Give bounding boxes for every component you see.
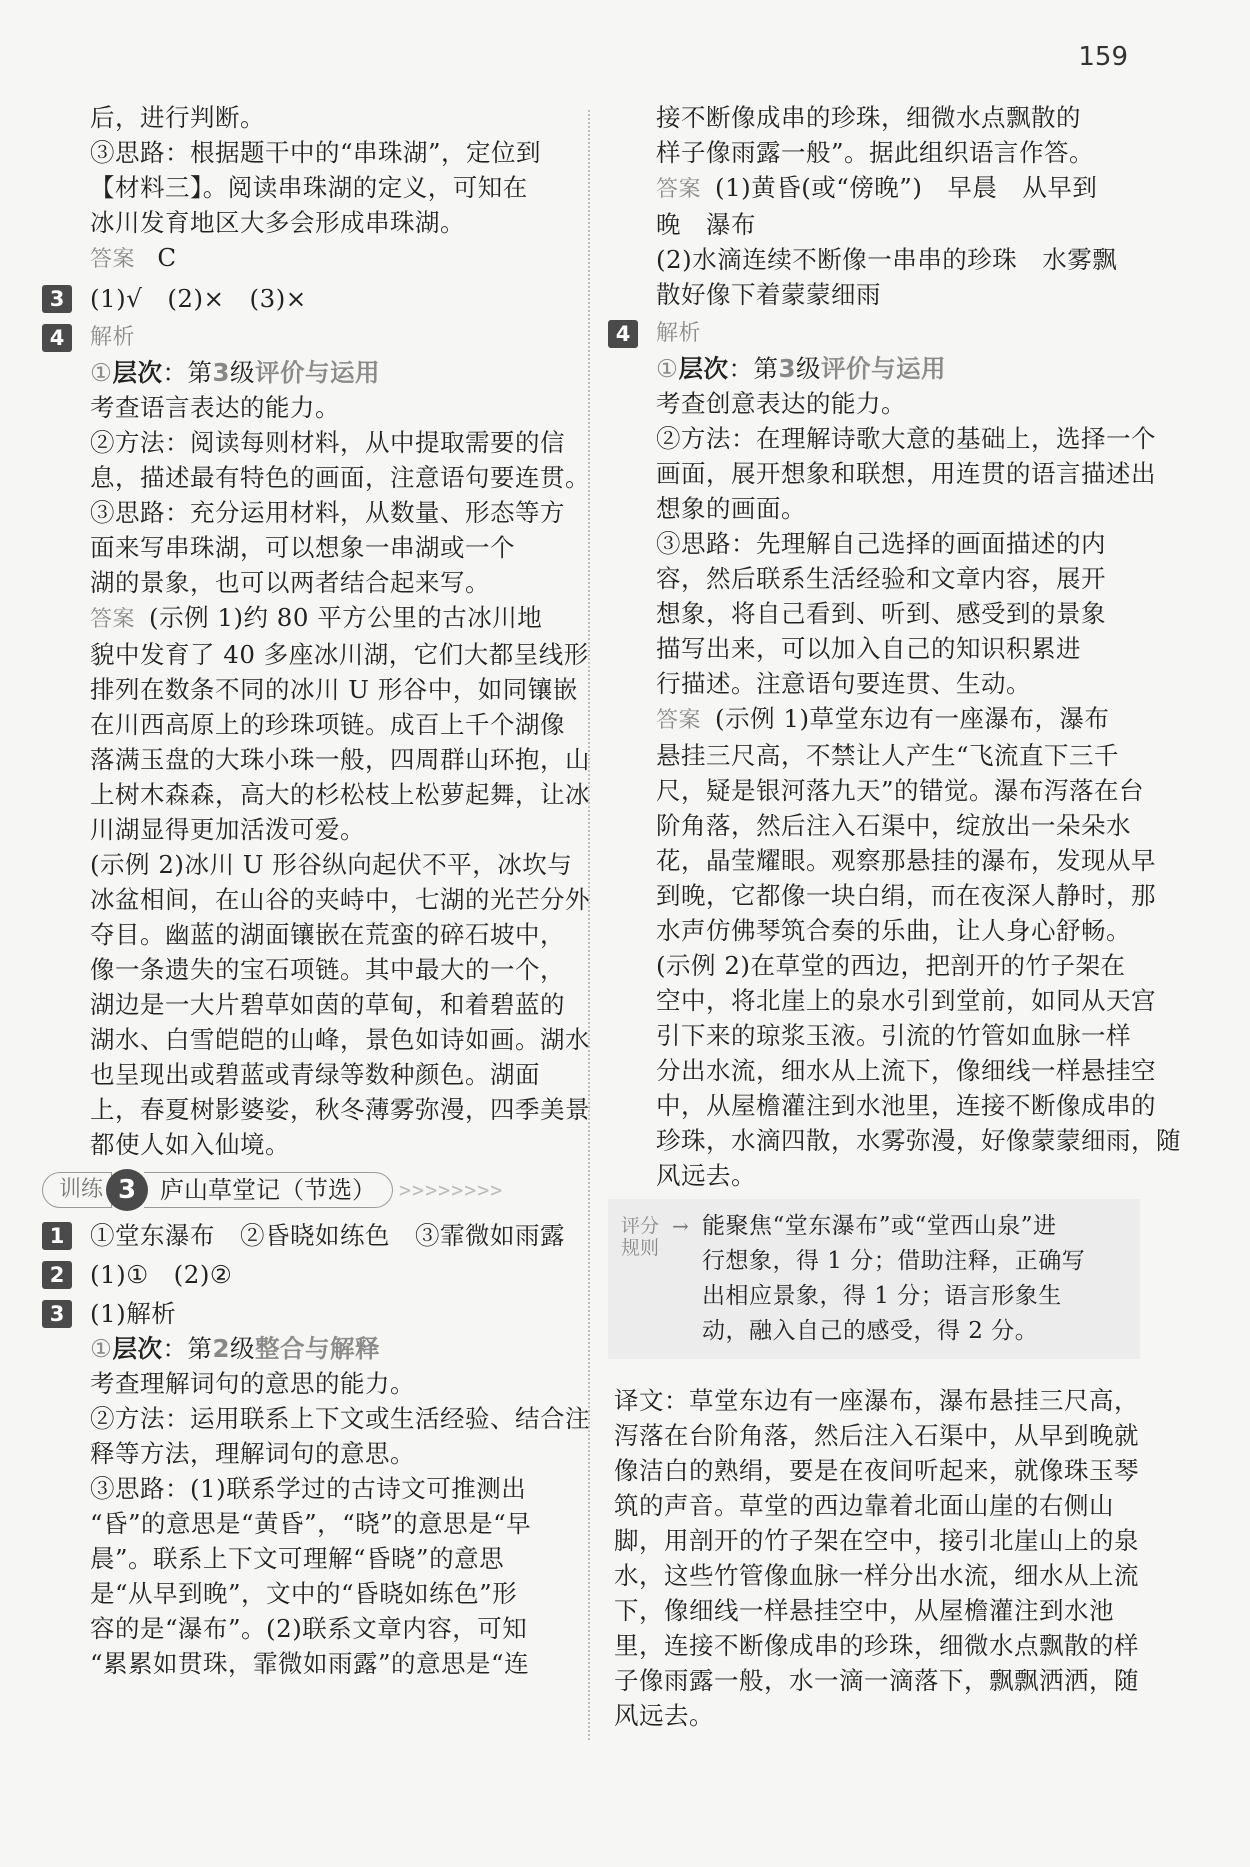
text-line: 分出水流，细水从上流下，像细线一样悬挂空 — [656, 1056, 1156, 1085]
training-banner — [42, 1168, 570, 1212]
text-line: (2)水滴连续不断像一串串的珍珠 水雾飘 — [656, 245, 1118, 274]
training-q2 — [42, 1257, 570, 1292]
answer-line — [90, 240, 570, 277]
text-line: 风远去。 — [656, 1161, 756, 1190]
level-text: ：第 — [728, 354, 779, 383]
arrow-right-icon: → — [672, 1214, 689, 1238]
scoring-rules-text — [702, 1209, 1085, 1349]
answer-label: 答案 — [656, 708, 702, 733]
text-line: 晨”。联系上下文可理解“昏晓”的意思 — [90, 1544, 505, 1573]
level-line — [656, 351, 1138, 386]
text-line: 脚，用剖开的竹子架在空中，接引北崖山上的泉 — [614, 1526, 1139, 1555]
text-line: 后，进行判断。 — [90, 103, 265, 132]
answer-text: (示例 1)草堂东边有一座瀑布，瀑布 — [715, 704, 1110, 733]
text-line: 阶角落，然后注入石渠中，绽放出一朵朵水 — [656, 811, 1131, 840]
question-4-heading — [608, 316, 1138, 351]
text-line: 水，这些竹管像血脉一样分出水流，细水从上流 — [614, 1561, 1139, 1590]
level-line — [90, 1331, 570, 1366]
text-line: 上，春夏树影婆娑，秋冬薄雾弥漫，四季美景 — [90, 1095, 590, 1124]
question-number: 3 — [42, 285, 72, 313]
text-line: 夺目。幽蓝的湖面镶嵌在荒蛮的碎石坡中， — [90, 920, 565, 949]
text-line: 冰川发育地区大多会形成串珠湖。 — [90, 208, 465, 237]
answer-label: 答案 — [90, 247, 136, 272]
page-number: 159 — [1078, 42, 1128, 72]
level-number: 3 — [212, 358, 231, 387]
question-3 — [42, 281, 570, 316]
text-line: 译文：草堂东边有一座瀑布，瀑布悬挂三尺高， — [614, 1386, 1139, 1415]
level-name: 评价与运用 — [255, 358, 381, 387]
text-line: 筑的声音。草堂的西边靠着北面山崖的右侧山 — [614, 1491, 1114, 1520]
text-line: 湖边是一大片碧草如茵的草甸，和着碧蓝的 — [90, 990, 565, 1019]
level-number: 3 — [778, 354, 797, 383]
text-line: 像一条遗失的宝石项链。其中最大的一个， — [90, 955, 565, 984]
answer-text: (示例 1)约 80 平方公里的古冰川地 — [149, 603, 543, 632]
text-line: 中，从屋檐灌注到水池里，连接不断像成串的 — [656, 1091, 1156, 1120]
text-line: 释等方法，理解词句的意思。 — [90, 1439, 415, 1468]
training-label: 训练 — [42, 1172, 112, 1208]
text-line: “昏”的意思是“黄昏”，“晓”的意思是“早 — [90, 1509, 532, 1538]
answer-label: 答案 — [90, 607, 136, 632]
level-line — [90, 355, 570, 390]
question-number: 1 — [42, 1222, 72, 1250]
text-line: 冰盆相间，在山谷的夹峙中，七湖的光芒分外 — [90, 885, 590, 914]
text-line: ③思路：充分运用材料，从数量、形态等方 — [90, 498, 565, 527]
text-line: 容，然后联系生活经验和文章内容，展开 — [656, 564, 1106, 593]
arrows-decoration: >>>>>>>> — [399, 1178, 504, 1202]
text-line: 考查语言表达的能力。 — [90, 393, 340, 422]
scoring-rules-label — [608, 1209, 672, 1259]
right-column — [608, 100, 1181, 1733]
text-line: (示例 2)在草堂的西边，把剖开的竹子架在 — [656, 951, 1126, 980]
text-line: 泻落在台阶角落，然后注入石渠中，从早到晚就 — [614, 1421, 1139, 1450]
level-prefix: ① — [90, 358, 113, 387]
question-answer: ①堂东瀑布 ②昏晓如练色 ③霏微如雨露 — [90, 1221, 565, 1250]
answer-label: 答案 — [656, 177, 702, 202]
text-line: 尺，疑是银河落九天”的错觉。瀑布泻落在台 — [656, 776, 1145, 805]
text-line: 面来写串珠湖，可以想象一串湖或一个 — [90, 533, 515, 562]
text-line: 都使人如入仙境。 — [90, 1130, 290, 1159]
text-line: 下，像细线一样悬挂空中，从屋檐灌注到水池 — [614, 1596, 1114, 1625]
text-line: 行想象，得 1 分；借助注释，正确写 — [702, 1248, 1086, 1274]
level-suffix: 级 — [796, 354, 822, 383]
level-text: ：第 — [162, 1334, 213, 1363]
text-line: 排列在数条不同的冰川 U 形谷中，如同镶嵌 — [90, 675, 578, 704]
text-line: 出相应景象，得 1 分；语言形象生 — [702, 1283, 1062, 1309]
answer-value: C — [157, 243, 177, 272]
text-line: 水声仿佛琴筑合奏的乐曲，让人身心舒畅。 — [656, 916, 1131, 945]
text-line: 容的是“瀑布”。(2)联系文章内容，可知 — [90, 1614, 528, 1643]
text-line: 子像雨露一般，水一滴一滴落下，飘飘洒洒，随 — [614, 1666, 1139, 1695]
level-suffix: 级 — [230, 1334, 256, 1363]
text-line: 湖水、白雪皑皑的山峰，景色如诗如画。湖水 — [90, 1025, 590, 1054]
level-prefix: ① — [90, 1334, 113, 1363]
analysis-heading: 解析 — [656, 321, 702, 346]
answer-line — [90, 600, 570, 637]
text-line: 也呈现出或碧蓝或青绿等数种颜色。湖面 — [90, 1060, 540, 1089]
question-number: 4 — [42, 324, 72, 352]
text-line: ③思路：(1)联系学过的古诗文可推测出 — [90, 1474, 527, 1503]
text-line: 空中，将北崖上的泉水引到堂前，如同从天宫 — [656, 986, 1156, 1015]
level-label: 层次 — [112, 358, 163, 387]
text-line: ③思路：根据题干中的“串珠湖”，定位到 — [90, 138, 542, 167]
training-number: 3 — [106, 1169, 148, 1211]
text-line: 想象，将自己看到、听到、感受到的景象 — [656, 599, 1106, 628]
text-line: 动，融入自己的感受，得 2 分。 — [702, 1318, 1039, 1344]
text-line: (示例 2)冰川 U 形谷纵向起伏不平，冰坎与 — [90, 850, 573, 879]
column-divider — [588, 110, 590, 1740]
answer-line — [656, 170, 1138, 207]
text-line: 接不断像成串的珍珠，细微水点飘散的 — [656, 103, 1081, 132]
text-line: 川湖显得更加活泼可爱。 — [90, 815, 365, 844]
scoring-label-line: 规则 — [620, 1237, 659, 1259]
scoring-rules — [608, 1199, 1140, 1359]
left-column — [42, 100, 590, 1681]
question-4-heading — [42, 320, 570, 355]
text-line: 风远去。 — [614, 1701, 714, 1730]
level-label: 层次 — [112, 1334, 163, 1363]
level-prefix: ① — [656, 354, 679, 383]
answer-text: (1)黄昏(或“傍晚”) 早晨 从早到 — [715, 173, 1098, 202]
training-q1 — [42, 1218, 570, 1253]
level-suffix: 级 — [230, 358, 256, 387]
question-number: 2 — [42, 1261, 72, 1289]
text-line: 考查理解词句的意思的能力。 — [90, 1369, 415, 1398]
answer-line — [656, 701, 1138, 738]
level-name: 评价与运用 — [821, 354, 947, 383]
text-line: 悬挂三尺高，不禁让人产生“飞流直下三千 — [656, 741, 1120, 770]
text-line: 晚 瀑布 — [656, 210, 756, 239]
text-line: 散好像下着蒙蒙细雨 — [656, 280, 881, 309]
text-line: 到晚，它都像一块白绢，而在夜深人静时，那 — [656, 881, 1156, 910]
text-line: 落满玉盘的大珠小珠一般，四周群山环抱，山 — [90, 745, 590, 774]
level-text: ：第 — [162, 358, 213, 387]
text-line: 样子像雨露一般”。据此组织语言作答。 — [656, 138, 1095, 167]
text-line: 貌中发育了 40 多座冰川湖，它们大都呈线形 — [90, 640, 589, 669]
text-line: 珍珠，水滴四散，水雾弥漫，好像蒙蒙细雨，随 — [656, 1126, 1181, 1155]
level-number: 2 — [212, 1334, 231, 1363]
text-line: ③思路：先理解自己选择的画面描述的内 — [656, 529, 1106, 558]
analysis-heading: 解析 — [90, 325, 136, 350]
text-line: ②方法：在理解诗歌大意的基础上，选择一个 — [656, 424, 1156, 453]
text-line: 行描述。注意语句要连贯、生动。 — [656, 669, 1031, 698]
text-line: 里，连接不断像成串的珍珠，细微水点飘散的样 — [614, 1631, 1139, 1660]
level-name: 整合与解释 — [255, 1334, 381, 1363]
text-line: 是“从早到晚”，文中的“昏晓如练色”形 — [90, 1579, 518, 1608]
text-line: 息，描述最有特色的画面，注意语句要连贯。 — [90, 463, 590, 492]
text-line: 想象的画面。 — [656, 494, 806, 523]
text-line: “累累如贯珠，霏微如雨露”的意思是“连 — [90, 1649, 530, 1678]
text-line: 考查创意表达的能力。 — [656, 389, 906, 418]
level-label: 层次 — [678, 354, 729, 383]
text-line: 能聚焦“堂东瀑布”或“堂西山泉”进 — [702, 1213, 1057, 1239]
text-line: 上树木森森，高大的杉松枝上松萝起舞，让冰 — [90, 780, 590, 809]
training-q3 — [42, 1296, 570, 1331]
question-answer: (1)① (2)② — [90, 1260, 233, 1289]
text-line: 花，晶莹耀眼。观察那悬挂的瀑布，发现从早 — [656, 846, 1156, 875]
text-line: 画面，展开想象和联想，用连贯的语言描述出 — [656, 459, 1156, 488]
scoring-label-line: 评分 — [620, 1215, 659, 1237]
text-line: 引下来的琼浆玉液。引流的竹管如血脉一样 — [656, 1021, 1131, 1050]
text-line: ②方法：阅读每则材料，从中提取需要的信 — [90, 428, 565, 457]
question-number: 4 — [608, 320, 638, 348]
text-line: 【材料三】。阅读串珠湖的定义，可知在 — [90, 173, 528, 202]
text-line: 在川西高原上的珍珠项链。成百上千个湖像 — [90, 710, 565, 739]
translation — [608, 1383, 1138, 1733]
text-line: ②方法：运用联系上下文或生活经验、结合注 — [90, 1404, 590, 1433]
question-answer: (1)解析 — [90, 1299, 177, 1328]
text-line: 湖的景象，也可以两者结合起来写。 — [90, 568, 490, 597]
text-line: 描写出来，可以加入自己的知识积累进 — [656, 634, 1081, 663]
text-line: 像洁白的熟绢，要是在夜间听起来，就像珠玉琴 — [614, 1456, 1139, 1485]
question-number: 3 — [42, 1300, 72, 1328]
training-title: 庐山草堂记（节选） — [144, 1172, 393, 1208]
question-answer: (1)√ (2)× (3)× — [90, 284, 307, 313]
